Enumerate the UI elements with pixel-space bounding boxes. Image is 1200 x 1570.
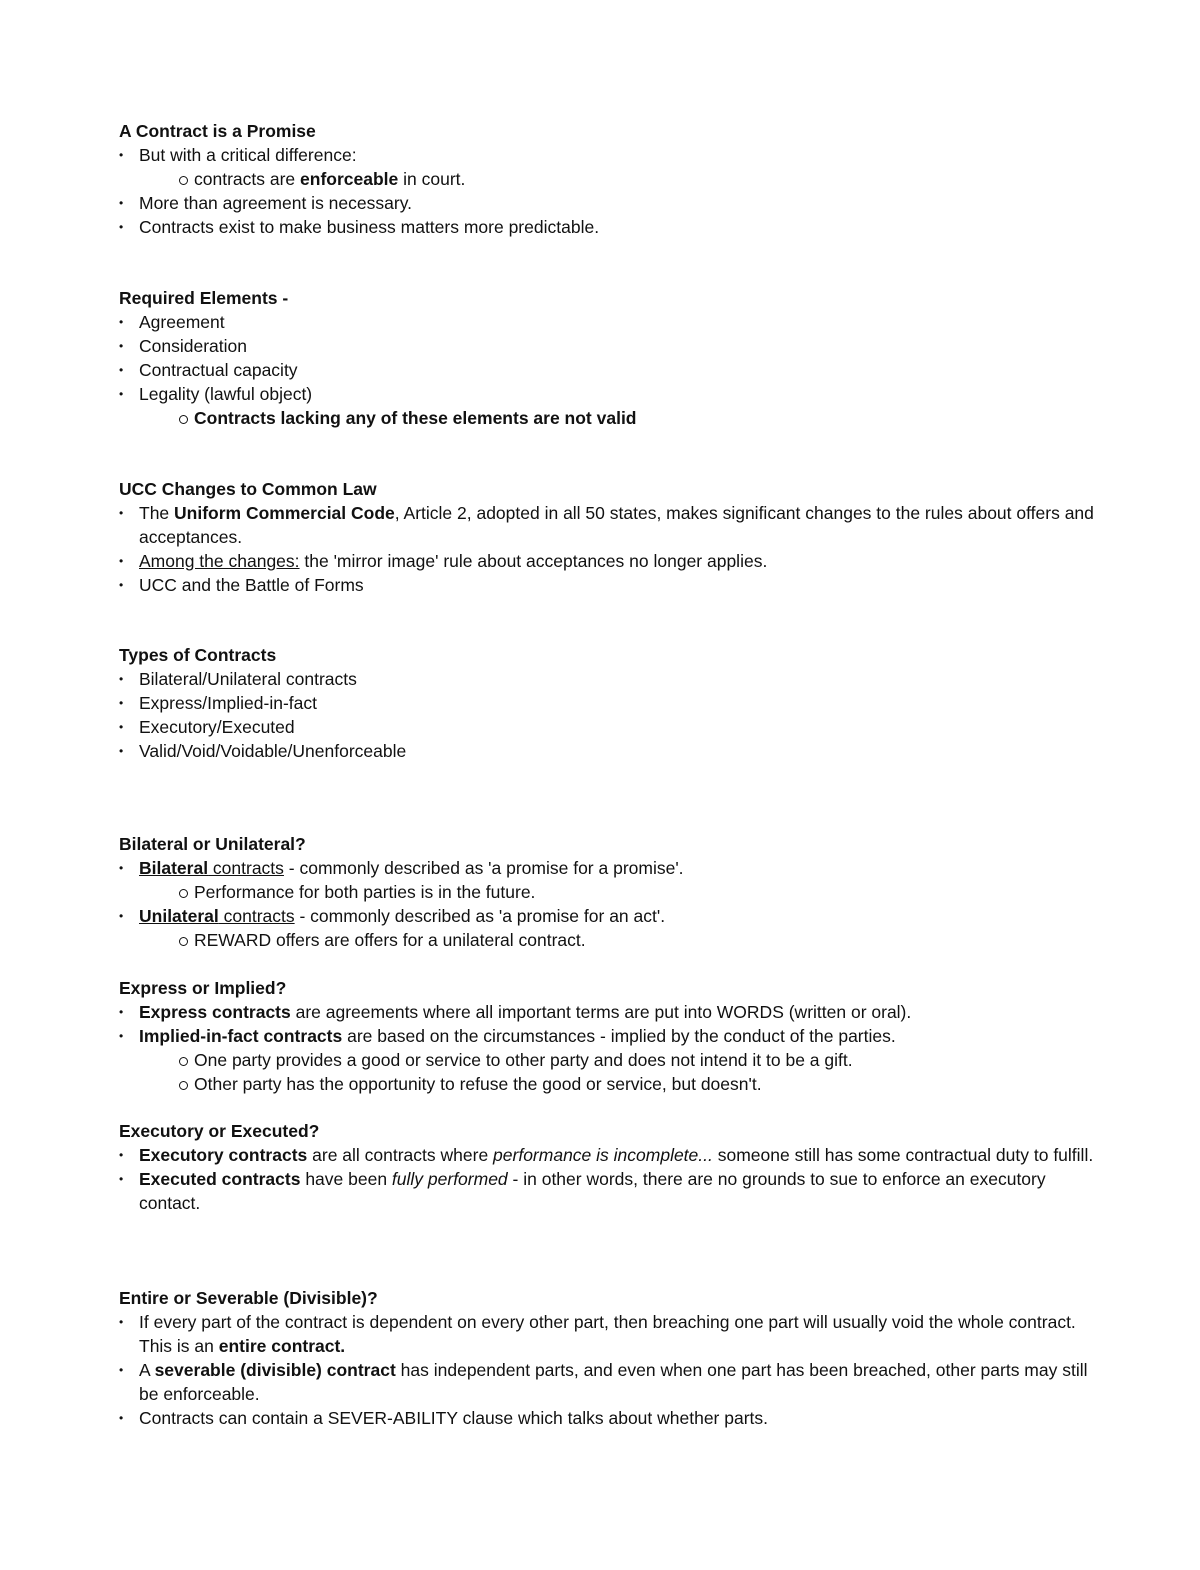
sub-list-item: Other party has the opportunity to refuse the good or service, but doesn't. (139, 1072, 1099, 1096)
section-ucc-changes (119, 477, 1099, 597)
bullet-list (119, 501, 1099, 597)
list-item: • Executory contracts are all contracts where performance is incomplete... someone still has some contractual duty to fulfill. (119, 1143, 1099, 1167)
section-heading: Entire or Severable (Divisible)? (119, 1288, 378, 1308)
list-item: • More than agreement is necessary. (119, 191, 1099, 215)
list-item: • Legality (lawful object) Contracts lacking any of these elements are not valid (119, 382, 1099, 430)
bullet-list (119, 856, 1099, 952)
section-entire-severable (119, 1286, 1099, 1430)
list-item: • Implied-in-fact contracts are based on the circumstances - implied by the conduct of the parties. One party provides a good or service to other party and does not intend it to be a gift. Other party has the opportunity to refuse the good or service, but doesn't. (119, 1024, 1099, 1096)
list-item: • Unilateral contracts - commonly described as 'a promise for an act'. REWARD offers are offers for a unilateral contract. (119, 904, 1099, 952)
list-item: • Contracts exist to make business matters more predictable. (119, 215, 1099, 239)
list-item: • If every part of the contract is dependent on every other part, then breaching one part will usually void the whole contract. This is an entire contract. (119, 1310, 1099, 1358)
section-types-of-contracts (119, 643, 1099, 763)
sub-list (139, 928, 1099, 952)
bullet-list (119, 1000, 1099, 1096)
sub-list (139, 406, 1099, 430)
list-item: • Bilateral/Unilateral contracts (119, 667, 1099, 691)
list-item: • The Uniform Commercial Code, Article 2, adopted in all 50 states, makes significant changes to the rules about offers and acceptances. (119, 501, 1099, 549)
section-express-implied (119, 976, 1099, 1096)
bullet-list (119, 1310, 1099, 1430)
list-item: • A severable (divisible) contract has independent parts, and even when one part has been breached, other parts may still be enforceable. (119, 1358, 1099, 1406)
list-item: • Contractual capacity (119, 358, 1099, 382)
section-heading: A Contract is a Promise (119, 121, 316, 141)
sub-list (139, 880, 1099, 904)
list-item: • UCC and the Battle of Forms (119, 573, 1099, 597)
sub-list (139, 167, 1099, 191)
bullet-list (119, 143, 1099, 239)
section-contract-promise (119, 119, 1099, 239)
list-item: • Contracts can contain a SEVER-ABILITY clause which talks about whether parts. (119, 1406, 1099, 1430)
sub-list-item: One party provides a good or service to other party and does not intend it to be a gift. (139, 1048, 1099, 1072)
sub-list-item: Contracts lacking any of these elements are not valid (139, 406, 1099, 430)
list-item: • But with a critical difference: contracts are enforceable in court. (119, 143, 1099, 191)
bullet-list (119, 667, 1099, 763)
section-heading: Required Elements - (119, 288, 289, 308)
bullet-list (119, 1143, 1099, 1215)
list-item: • Executory/Executed (119, 715, 1099, 739)
section-heading: Bilateral or Unilateral? (119, 834, 306, 854)
sub-list-item: Performance for both parties is in the future. (139, 880, 1099, 904)
list-item: • Valid/Void/Voidable/Unenforceable (119, 739, 1099, 763)
sub-list (139, 1048, 1099, 1096)
section-bilateral-unilateral (119, 832, 1099, 952)
section-heading: Types of Contracts (119, 645, 277, 665)
sub-list-item: REWARD offers are offers for a unilateral contract. (139, 928, 1099, 952)
section-required-elements (119, 286, 1099, 430)
sub-list-item: contracts are enforceable in court. (139, 167, 1099, 191)
section-heading: Executory or Executed? (119, 1121, 320, 1141)
list-item: • Express/Implied-in-fact (119, 691, 1099, 715)
list-item: • Express contracts are agreements where all important terms are put into WORDS (written or oral). (119, 1000, 1099, 1024)
list-item: • Among the changes: the 'mirror image' rule about acceptances no longer applies. (119, 549, 1099, 573)
list-item: • Bilateral contracts - commonly described as 'a promise for a promise'. Performance for both parties is in the future. (119, 856, 1099, 904)
bullet-list (119, 310, 1099, 430)
section-heading: UCC Changes to Common Law (119, 479, 377, 499)
list-item: • Agreement (119, 310, 1099, 334)
section-heading: Express or Implied? (119, 978, 287, 998)
list-item: • Consideration (119, 334, 1099, 358)
list-item: • Executed contracts have been fully performed - in other words, there are no grounds to sue to enforce an executory contact. (119, 1167, 1099, 1215)
section-executory-executed (119, 1119, 1099, 1215)
